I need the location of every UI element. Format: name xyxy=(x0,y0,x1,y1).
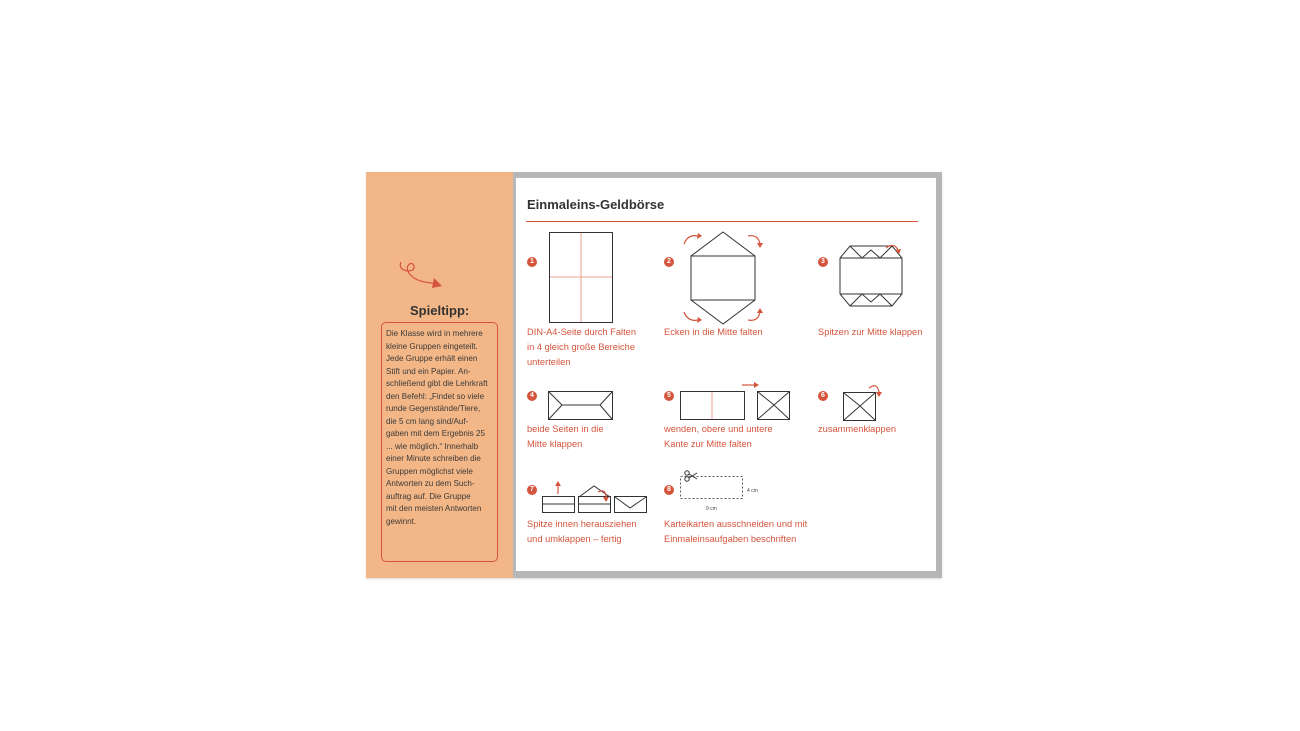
step-5-diagram xyxy=(680,381,792,421)
tip-sidebar xyxy=(366,172,513,578)
step-4-number: 4 xyxy=(527,391,537,401)
step-5-text: wenden, obere und untere Kante zur Mitte falten xyxy=(664,424,773,449)
height-label: 4 cm xyxy=(747,488,758,494)
tip-text: Die Klasse wird in mehrere kleine Gruppen eingeteilt. Jede Gruppe erhält einen Stift und ein Papier. An- schließend gibt die Lehrkraft den Befehl: „Findet so viele runde Gegenstände/Tiere, die 5 cm lang sind/Auf- gaben mit dem Ergebnis 25 ... wie möglich.“ Innerhalb einer Minute schreiben die Gruppen möglichst viele Antworten zu dem Such- auftrag auf. Die Gruppe mit den meisten Antworten gewinnt. xyxy=(386,329,488,526)
step-1-text: DIN-A4-Seite durch Falten in 4 gleich große Bereiche unterteilen xyxy=(527,327,637,367)
step-6-number: 6 xyxy=(818,391,828,401)
step-1-diagram xyxy=(549,232,613,324)
step-3-diagram xyxy=(838,244,904,308)
width-label: 9 cm xyxy=(706,506,717,512)
step-2-number: 2 xyxy=(664,257,674,267)
tip-box xyxy=(381,322,498,562)
step-7-diagram xyxy=(542,480,648,514)
step-1-number: 1 xyxy=(527,257,537,267)
page-title: Einmaleins-Geldbörse xyxy=(527,197,665,212)
curved-arrow-icon xyxy=(396,260,444,300)
step-8-number: 8 xyxy=(664,485,674,495)
instruction-card xyxy=(366,172,942,578)
title-divider xyxy=(526,221,918,222)
step-7-number: 7 xyxy=(527,485,537,495)
step-4-text: beide Seiten in die Mitte klappen xyxy=(527,424,604,449)
step-3-number: 3 xyxy=(818,257,828,267)
scissors-icon xyxy=(684,470,698,482)
tip-heading: Spieltipp: xyxy=(410,303,470,318)
step-2-diagram xyxy=(688,230,758,326)
step-2-text: Ecken in die Mitte falten xyxy=(664,327,763,337)
step-3-text: Spitzen zur Mitte klappen xyxy=(818,327,923,337)
step-8-text: Karteikarten ausschneiden und mit Einmaleinsaufgaben beschriften xyxy=(664,519,808,544)
step-6-text: zusammenklappen xyxy=(818,424,897,434)
step-5-number: 5 xyxy=(664,391,674,401)
step-4-diagram xyxy=(548,391,614,421)
step-6-diagram xyxy=(843,382,883,422)
step-7-text: Spitze innen herausziehen und umklappen – fertig xyxy=(527,519,637,544)
